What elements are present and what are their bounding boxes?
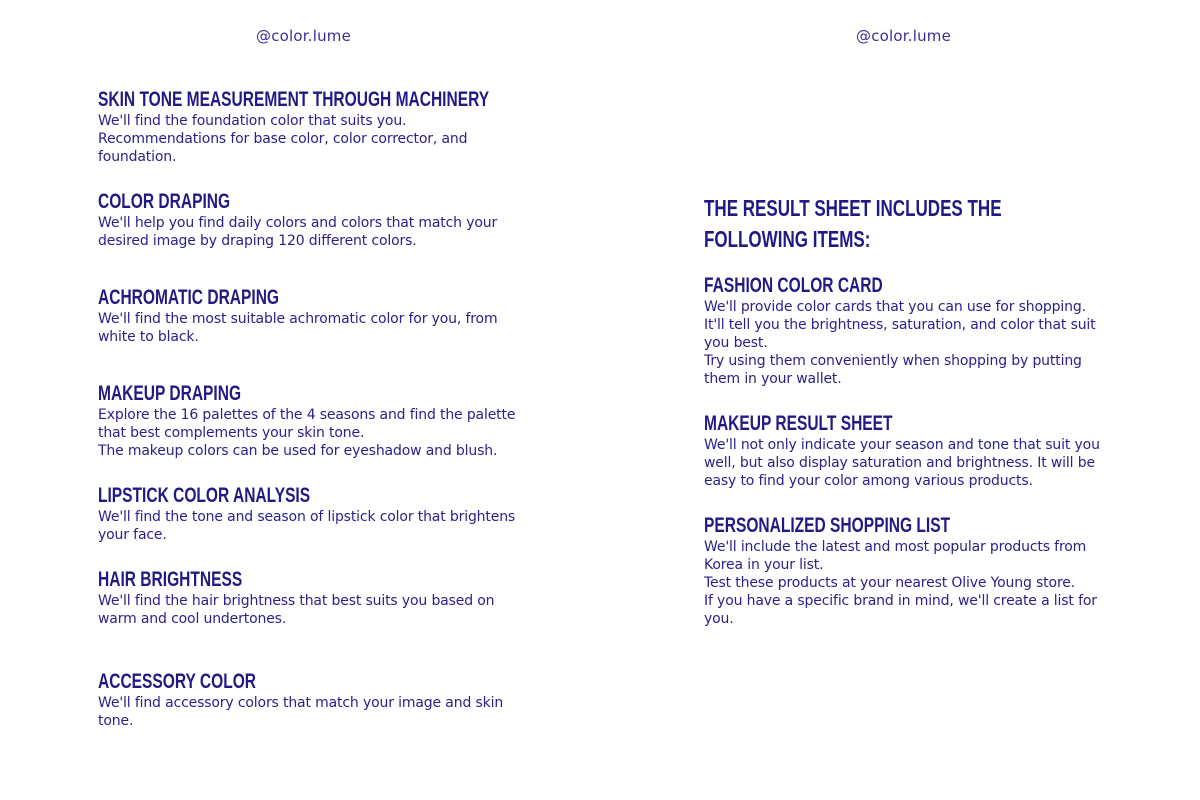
section-skin-tone-measurement xyxy=(98,88,518,166)
description-line: Try using them conveniently when shopping by putting them in your wallet. xyxy=(704,353,1082,387)
section-description xyxy=(98,592,518,628)
section-achromatic-draping xyxy=(98,286,518,346)
description-line: We'll help you find daily colors and colors that match your desired image by draping 120 different colors. xyxy=(98,215,498,249)
section-title: SKIN TONE MEASUREMENT THROUGH MACHINERY xyxy=(98,88,490,111)
description-line: It'll tell you the brightness, saturation, and color that suit you best. xyxy=(704,317,1096,351)
section-lipstick-color-analysis xyxy=(98,484,518,544)
description-line: Test these products at your nearest Olive Young store. xyxy=(704,575,1076,591)
section-hair-brightness xyxy=(98,568,518,628)
section-title: FASHION COLOR CARD xyxy=(704,274,883,297)
section-description xyxy=(704,538,1114,628)
section-description xyxy=(98,310,518,346)
section-description xyxy=(98,508,518,544)
section-title: PERSONALIZED SHOPPING LIST xyxy=(704,514,951,537)
section-title: HAIR BRIGHTNESS xyxy=(98,568,243,591)
description-line: The makeup colors can be used for eyeshadow and blush. xyxy=(98,443,498,459)
section-description xyxy=(98,112,518,166)
section-title: LIPSTICK COLOR ANALYSIS xyxy=(98,484,311,507)
section-title: ACCESSORY COLOR xyxy=(98,670,257,693)
section-color-draping xyxy=(98,190,518,250)
description-line: We'll find the most suitable achromatic color for you, from white to black. xyxy=(98,311,498,345)
description-line: We'll include the latest and most popular products from Korea in your list. xyxy=(704,539,1087,573)
section-description xyxy=(98,406,518,460)
result-sheet-heading-block xyxy=(704,193,1114,255)
description-line: We'll find accessory colors that match your image and skin tone. xyxy=(98,695,504,729)
section-description xyxy=(98,214,518,250)
description-line: We'll find the foundation color that suits you. xyxy=(98,113,407,129)
description-line: Explore the 16 palettes of the 4 seasons and find the palette that best complements your skin tone. xyxy=(98,407,516,441)
section-description xyxy=(704,298,1114,388)
description-line: We'll find the hair brightness that best suits you based on warm and cool undertones. xyxy=(98,593,495,627)
section-makeup-result-sheet xyxy=(704,412,1114,490)
section-title: ACHROMATIC DRAPING xyxy=(98,286,280,309)
description-line: We'll provide color cards that you can use for shopping. xyxy=(704,299,1086,315)
description-line: Recommendations for base color, color corrector, and foundation. xyxy=(98,131,468,165)
instagram-handle-right: @color.lume xyxy=(856,27,952,45)
section-title: MAKEUP RESULT SHEET xyxy=(704,412,893,435)
section-description xyxy=(98,694,518,730)
section-accessory-color xyxy=(98,670,518,730)
result-sheet-heading: THE RESULT SHEET INCLUDES THE FOLLOWING ITEMS: xyxy=(704,195,1002,252)
description-line: We'll not only indicate your season and tone that suit you well, but also display saturation and brightness. It will be easy to find your color among various products. xyxy=(704,437,1100,489)
section-makeup-draping xyxy=(98,382,518,460)
description-line: If you have a specific brand in mind, we'll create a list for you. xyxy=(704,593,1097,627)
description-line: We'll find the tone and season of lipstick color that brightens your face. xyxy=(98,509,516,543)
section-fashion-color-card xyxy=(704,274,1114,388)
section-title: MAKEUP DRAPING xyxy=(98,382,242,405)
section-title: COLOR DRAPING xyxy=(98,190,231,213)
instagram-handle-left: @color.lume xyxy=(256,27,352,45)
section-description xyxy=(704,436,1114,490)
section-personalized-shopping-list xyxy=(704,514,1114,628)
